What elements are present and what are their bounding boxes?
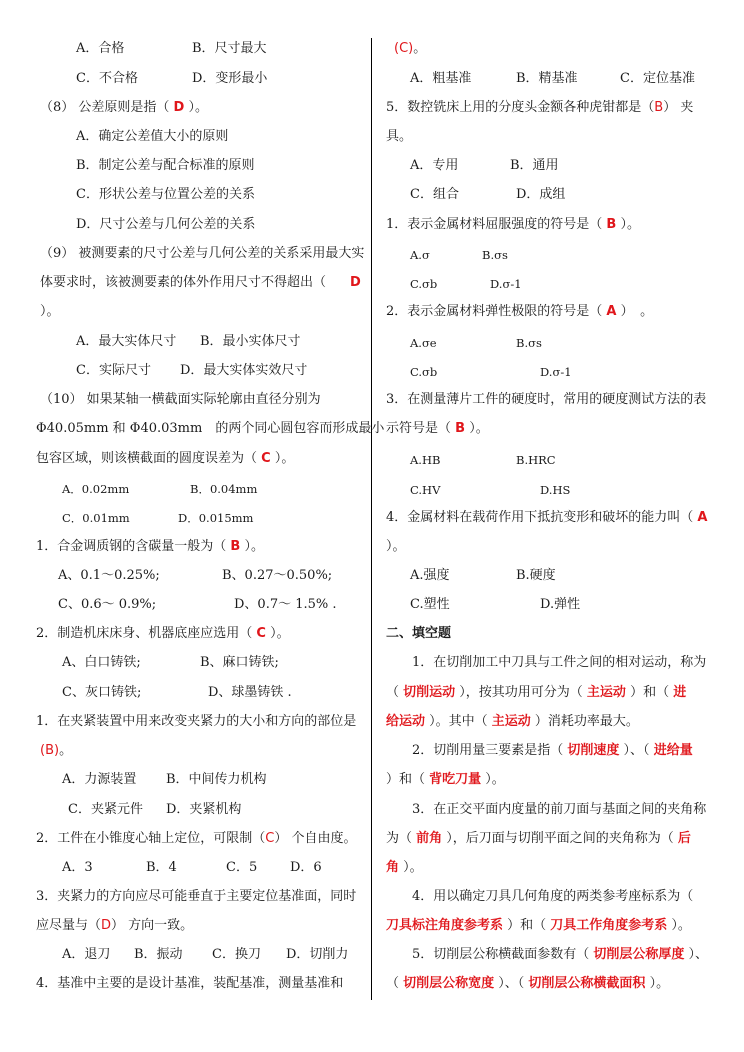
option-text: B.硬度 (516, 568, 556, 583)
option-text: A．确定公差值大小的原则 (76, 129, 229, 144)
fill-1-line: （ 切削运动 ），按其功用可分为（ 主运动 ）和（ 进 (386, 685, 687, 700)
option-text: D.HS (540, 483, 571, 497)
option-text: B．中间传力机构 (166, 772, 267, 787)
question-10-line: （10） 如果某轴一横截面实际轮廓由直径分别为 (40, 392, 321, 407)
answer-mark: D (350, 275, 361, 290)
option-text: C．定位基准 (620, 71, 695, 86)
fill-1-line: 1．在切削加工中刀具与工件之间的相对运动，称为 (412, 655, 707, 670)
option-text: D．最大实体实效尺寸 (180, 363, 308, 378)
option-text: B.HRC (516, 453, 556, 467)
option-text: B．通用 (510, 158, 559, 173)
option-text: C、0.6～ 0.9%; (58, 597, 157, 612)
option-text: C．5 (226, 860, 258, 875)
question-clamp-direction-line: 应尽量与（D） 方向一致。 (36, 918, 194, 933)
option-text: C．组合 (410, 187, 459, 202)
option-text: D.σ-1 (540, 365, 572, 379)
option-text: D．变形最小 (192, 71, 268, 86)
fill-3-line: 3．在正交平面内度量的前刀面与基面之间的夹角称 (412, 802, 707, 817)
option-text: B．尺寸最大 (192, 41, 267, 56)
option-text: C.σb (410, 277, 438, 291)
answer-continuation: (C)。 (394, 41, 427, 56)
question-clamp-line: 1．在夹紧装置中用来改变夹紧力的大小和方向的部位是 (36, 714, 357, 729)
question-10-line: 包容区域，则该横截面的圆度误差为（ C ）。 (36, 451, 295, 466)
option-text: B、麻口铸铁; (200, 655, 279, 670)
option-text: A．退刀 (62, 947, 111, 962)
fill-4-line: 4．用以确定刀具几何角度的两类参考座标系为（ (412, 889, 694, 904)
question-fixture-line: 5．数控铣床上用的分度头金额各种虎钳都是（B） 夹 (386, 100, 694, 115)
option-text: C．实际尺寸 (76, 363, 151, 378)
option-text: C、灰口铸铁; (62, 685, 142, 700)
option-text: B．最小实体尺寸 (200, 334, 301, 349)
question-strength-line: 4．金属材料在载荷作用下抵抗变形和破坏的能力叫（ A (386, 510, 708, 525)
question-cast-iron: 2．制造机床床身、机器底座应选用（ C ）。 (36, 626, 290, 641)
option-text: D．切削力 (286, 947, 349, 962)
option-text: C.塑性 (410, 597, 450, 612)
question-elastic: 2．表示金属材料弹性极限的符号是（ A ） 。 (386, 304, 654, 319)
option-text: D．0.015mm (178, 511, 254, 525)
option-text: B、0.27～0.50%; (222, 568, 333, 583)
option-text: A．合格 (76, 41, 125, 56)
option-text: C．换刀 (212, 947, 261, 962)
question-mandrel: 2．工件在小锥度心轴上定位，可限制（C） 个自由度。 (36, 831, 357, 846)
option-text: D、球墨铸铁 . (208, 685, 292, 700)
option-text: D、0.7～ 1.5% . (234, 597, 337, 612)
question-yield: 1．表示金属材料屈服强度的符号是（ B ）。 (386, 217, 640, 232)
option-text: D．6 (290, 860, 322, 875)
option-text: B．制定公差与配合标准的原则 (76, 158, 255, 173)
question-fixture-line: 具。 (386, 129, 413, 144)
option-text: C.HV (410, 483, 441, 497)
question-clamp-direction-line: 3．夹紧力的方向应尽可能垂直于主要定位基准面，同时 (36, 889, 357, 904)
option-text: A．最大实体尺寸 (76, 334, 177, 349)
option-text: A．力源装置 (62, 772, 137, 787)
option-text: A.HB (410, 453, 441, 467)
option-text: D．夹紧机构 (166, 802, 242, 817)
option-text: A．粗基准 (410, 71, 472, 86)
question-datum-line: 4．基准中主要的是设计基准，装配基准，测量基准和 (36, 976, 344, 991)
option-text: B.σs (482, 248, 508, 262)
question-10-line: Φ40.05mm 和 Φ40.03mm 的两个同心圆包容而形成最小 (36, 421, 385, 436)
option-text: A．0.02mm (62, 482, 130, 496)
fill-4-line: 刀具标注角度参考系 ）和（ 刀具工作角度参考系 ）。 (386, 918, 691, 933)
option-text: B．精基准 (516, 71, 578, 86)
option-text: C．不合格 (76, 71, 138, 86)
question-steel: 1．合金调质钢的含碳量一般为（ B ）。 (36, 539, 264, 554)
option-text: B．0.04mm (190, 482, 258, 496)
option-text: A.σe (410, 336, 437, 350)
option-text: C．夹紧元件 (68, 802, 143, 817)
fill-1-line: 给运动 ）。其中（ 主运动 ）消耗功率最大。 (386, 714, 639, 729)
option-text: A.强度 (410, 568, 450, 583)
fill-3-line: 为（ 前角 ），后刀面与切削平面之间的夹角称为（ 后 (386, 831, 691, 846)
option-text: A．3 (62, 860, 93, 875)
option-text: B．振动 (134, 947, 183, 962)
question-hardness-line: 3．在测量薄片工件的硬度时，常用的硬度测试方法的表 (386, 392, 707, 407)
option-text: A.σ (410, 248, 430, 262)
section-title: 二、填空题 (386, 626, 452, 641)
question-clamp-line: (B)。 (40, 743, 73, 758)
option-text: B.σs (516, 336, 542, 350)
option-text: C．形状公差与位置公差的关系 (76, 187, 255, 202)
fill-5-line: （ 切削层公称宽度 ）、（ 切削层公称横截面积 ）。 (386, 976, 670, 991)
column-divider (371, 38, 372, 1000)
question-9-line: 体要求时，该被测要素的体外作用尺寸不得超出（ (40, 275, 327, 290)
option-text: A、白口铸铁; (62, 655, 141, 670)
option-text: C.σb (410, 365, 438, 379)
question-strength-line: ）。 (386, 539, 406, 554)
option-text: B．4 (146, 860, 177, 875)
fill-2-line: ）和（ 背吃刀量 ）。 (386, 772, 505, 787)
fill-5-line: 5．切削层公称横截面参数有（ 切削层公称厚度 ）、 (412, 947, 709, 962)
question-9-line: （9） 被测要素的尺寸公差与几何公差的关系采用最大实 (40, 246, 365, 261)
option-text: D.σ-1 (490, 277, 522, 291)
option-text: D．成组 (516, 187, 566, 202)
option-text: A．专用 (410, 158, 459, 173)
question-8: （8） 公差原则是指（ D ）。 (40, 100, 208, 115)
option-text: D．尺寸公差与几何公差的关系 (76, 217, 256, 232)
fill-3-line: 角 ）。 (386, 860, 423, 875)
question-hardness-line: 示符号是（ B ）。 (386, 421, 489, 436)
fill-2-line: 2．切削用量三要素是指（ 切削速度 ）、（ 进给量 (412, 743, 693, 758)
option-text: D.弹性 (540, 597, 581, 612)
question-9-line: ）。 (40, 304, 60, 319)
option-text: A、0.1～0.25%; (58, 568, 160, 583)
option-text: C．0.01mm (62, 511, 130, 525)
